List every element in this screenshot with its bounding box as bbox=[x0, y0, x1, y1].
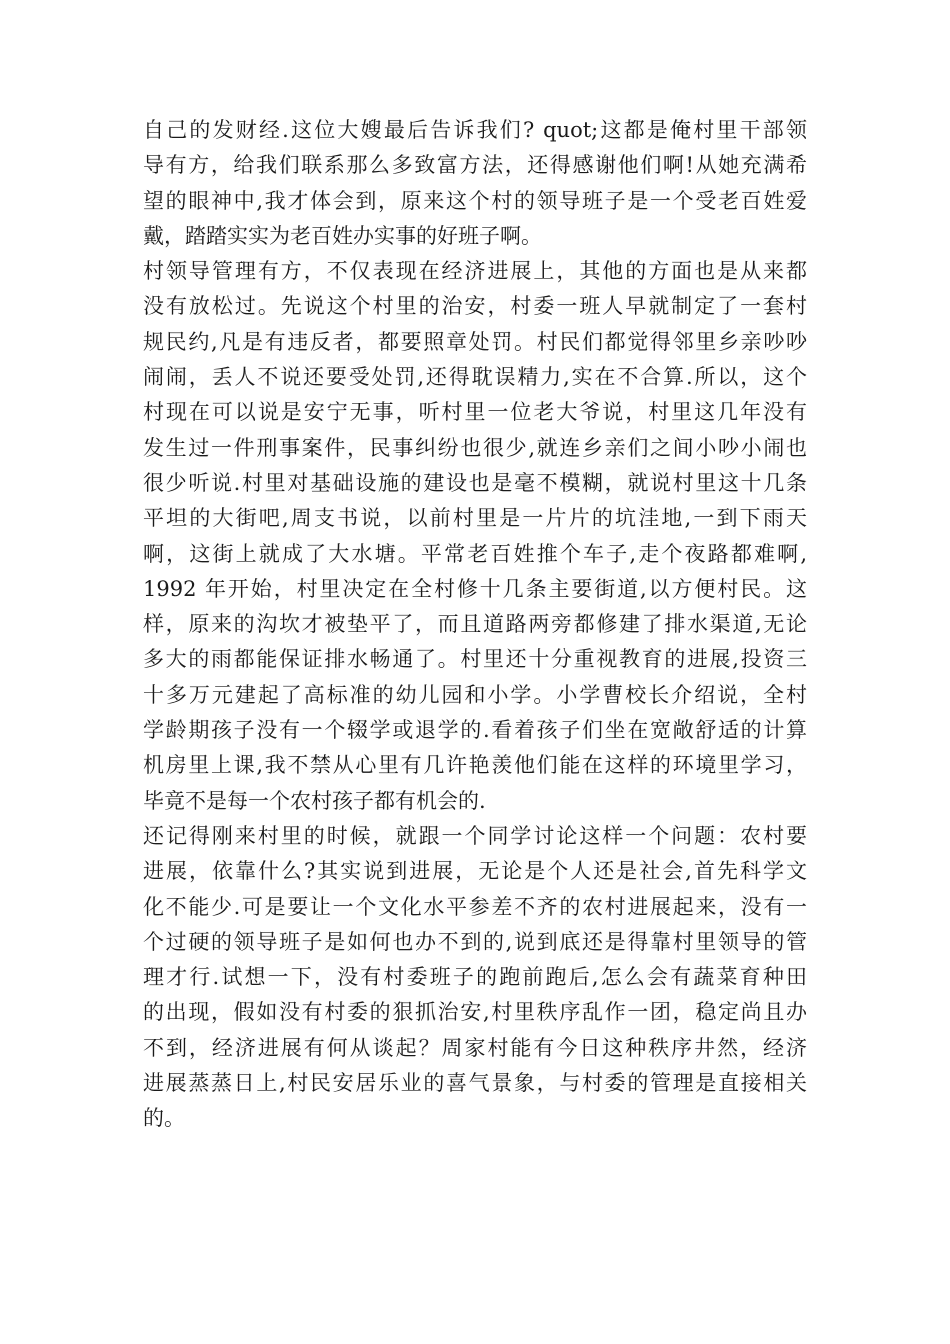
paragraph-1 bbox=[143, 113, 807, 254]
text-line: 还记得刚来村里的时候，就跟一个同学讨论这样一个问题：农村要 bbox=[143, 823, 807, 848]
paragraph-3 bbox=[143, 819, 807, 1137]
text-line: 机房里上课,我不禁从心里有几许艳羡他们能在这样的环境里学习， bbox=[143, 753, 807, 778]
text-line: 村领导管理有方，不仅表现在经济进展上，其他的方面也是从来都 bbox=[143, 259, 807, 284]
text-line: 导有方，给我们联系那么多致富方法，还得感谢他们啊!从她充满希 bbox=[143, 153, 807, 178]
text-line: 村现在可以说是安宁无事，听村里一位老大爷说，村里这几年没有 bbox=[143, 400, 807, 425]
text-line: 多大的雨都能保证排水畅通了。村里还十分重视教育的进展,投资三 bbox=[143, 647, 807, 672]
text-line: 毕竟不是每一个农村孩子都有机会的. bbox=[143, 788, 486, 813]
text-line: 望的眼神中,我才体会到，原来这个村的领导班子是一个受老百姓爱 bbox=[143, 188, 807, 213]
text-line: 十多万元建起了高标准的幼儿园和小学。小学曹校长介绍说，全村 bbox=[143, 682, 807, 707]
text-line: 化不能少.可是要让一个文化水平参差不齐的农村进展起来，没有一 bbox=[143, 894, 807, 919]
text-line: 个过硬的领导班子是如何也办不到的,说到底还是得靠村里领导的管 bbox=[143, 929, 807, 954]
document-body bbox=[143, 113, 807, 1137]
text-line: 规民约,凡是有违反者，都要照章处罚。村民们都觉得邻里乡亲吵吵 bbox=[143, 329, 807, 354]
text-line: 的出现，假如没有村委的狠抓治安,村里秩序乱作一团，稳定尚且办 bbox=[143, 1000, 807, 1025]
text-line: 的。 bbox=[143, 1106, 185, 1131]
text-line: 很少听说.村里对基础设施的建设也是毫不模糊，就说村里这十几条 bbox=[143, 470, 807, 495]
text-line: 样，原来的沟坎才被垫平了，而且道路两旁都修建了排水渠道,无论 bbox=[143, 612, 807, 637]
text-line: 1992 年开始，村里决定在全村修十几条主要街道,以方便村民。这 bbox=[143, 576, 807, 601]
text-line: 自己的发财经.这位大嫂最后告诉我们? quot;这都是俺村里干部领 bbox=[143, 118, 807, 142]
text-line: 啊，这街上就成了大水塘。平常老百姓推个车子,走个夜路都难啊, bbox=[143, 541, 807, 566]
text-line: 戴，踏踏实实为老百姓办实事的好班子啊。 bbox=[143, 223, 542, 248]
text-line: 不到，经济进展有何从谈起？周家村能有今日这种秩序井然，经济 bbox=[143, 1035, 807, 1060]
text-line: 学龄期孩子没有一个辍学或退学的.看着孩子们坐在宽敞舒适的计算 bbox=[143, 718, 807, 743]
text-line: 没有放松过。先说这个村里的治安，村委一班人早就制定了一套村 bbox=[143, 294, 807, 319]
text-line: 进展，依靠什么?其实说到进展，无论是个人还是社会,首先科学文 bbox=[143, 859, 807, 884]
text-line: 平坦的大街吧,周支书说，以前村里是一片片的坑洼地,一到下雨天 bbox=[143, 506, 807, 531]
text-line: 进展蒸蒸日上,村民安居乐业的喜气景象，与村委的管理是直接相关 bbox=[143, 1071, 807, 1096]
text-line: 闹闹，丢人不说还要受处罚,还得耽误精力,实在不合算.所以，这个 bbox=[143, 365, 807, 390]
text-line: 发生过一件刑事案件，民事纠纷也很少,就连乡亲们之间小吵小闹也 bbox=[143, 435, 807, 460]
paragraph-2 bbox=[143, 254, 807, 819]
text-line: 理才行.试想一下，没有村委班子的跑前跑后,怎么会有蔬菜育种田 bbox=[143, 965, 807, 990]
